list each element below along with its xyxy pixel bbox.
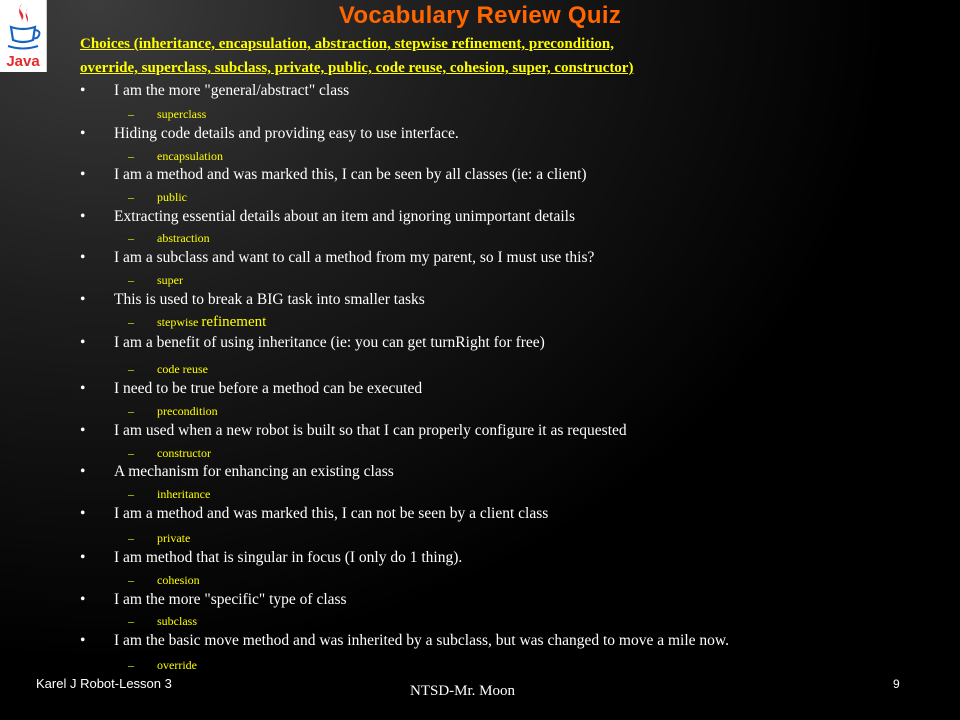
bullet-icon: • [80,463,86,480]
dash-icon: – [128,107,134,121]
answer-item [128,149,223,164]
bullet-icon: • [80,549,86,566]
dash-icon: – [128,531,134,545]
dash-icon: – [128,273,134,287]
bullet-icon: • [80,125,86,142]
answer-item [128,231,210,246]
dash-icon: – [128,362,134,376]
dash-icon: – [128,487,134,501]
bullet-icon: • [80,82,86,99]
answer-text: abstraction [157,231,210,245]
answer-item [128,487,210,502]
dash-icon: – [128,446,134,460]
answer-item [128,658,197,673]
dash-icon: – [128,404,134,418]
dash-icon: – [128,614,134,628]
question-item [80,166,587,184]
dash-icon: – [128,190,134,204]
answer-text: override [157,658,197,672]
question-text: I am used when a new robot is built so that I can properly configure it as requested [114,422,627,439]
question-item [80,422,627,440]
answer-text: private [157,531,191,545]
bullet-icon: • [80,291,86,308]
answer-item [128,446,211,461]
bullet-icon: • [80,380,86,397]
question-text: A mechanism for enhancing an existing class [114,463,394,480]
answer-item [128,531,190,546]
answer-text: code reuse [157,362,208,376]
footer-author: NTSD-Mr. Moon [410,683,516,699]
bullet-icon: • [80,505,86,522]
choices-line-1: Choices (inheritance, encapsulation, abstraction, stepwise refinement, precondition, [80,36,615,52]
answer-text: cohesion [157,573,200,587]
answer-text-tail: refinement [201,314,267,330]
answer-text: super [157,273,183,287]
answer-item [128,273,183,288]
question-text: I am a method and was marked this, I can not be seen by a client class [114,505,549,522]
bullet-icon: • [80,591,86,608]
dash-icon: – [128,149,134,163]
question-text: I am a benefit of using inheritance (ie: you can get turnRight for free) [114,334,545,351]
question-item [80,505,548,523]
answer-item [128,614,197,629]
question-item [80,632,729,650]
answer-text: superclass [157,107,207,121]
question-item [80,125,459,143]
question-item [80,334,545,352]
question-text: Extracting essential details about an item and ignoring unimportant details [114,208,576,225]
answer-text: precondition [157,404,218,418]
answer-text: inheritance [157,487,211,501]
question-item [80,208,575,226]
question-text: I need to be true before a method can be executed [114,380,423,397]
answer-text: public [157,190,187,204]
question-item [80,463,394,481]
bullet-icon: • [80,208,86,225]
question-item [80,249,594,267]
bullet-icon: • [80,632,86,649]
dash-icon: – [128,573,134,587]
dash-icon: – [128,315,134,329]
question-text: I am the more "general/abstract" class [114,82,350,99]
answer-text: constructor [157,446,211,460]
answer-text: stepwise [157,315,199,329]
answer-item [128,314,266,331]
question-item [80,82,349,100]
slide-title: Vocabulary Review Quiz [338,2,622,29]
answer-item [128,107,206,122]
dash-icon: – [128,658,134,672]
answer-text: subclass [157,614,197,628]
question-text: I am a method and was marked this, I can be seen by all classes (ie: a client) [114,166,587,183]
question-item [80,380,422,398]
dash-icon: – [128,231,134,245]
question-item [80,549,462,567]
answer-item [128,362,208,377]
answer-item [128,573,200,588]
question-item [80,591,347,609]
choices-line-2: override, superclass, subclass, private, public, code reuse, cohesion, super, constructor) [80,60,634,76]
question-text: I am the basic move method and was inherited by a subclass, but was changed to move a mile now. [114,632,729,649]
question-text: I am method that is singular in focus (I only do 1 thing). [114,549,463,566]
answer-text: encapsulation [157,149,223,163]
question-text: I am a subclass and want to call a method from my parent, so I must use this? [114,249,595,266]
page-number: 9 [893,677,900,691]
answer-item [128,190,187,205]
bullet-icon: • [80,166,86,183]
logo-text: Java [6,53,40,70]
answer-item [128,404,218,419]
question-text: I am the more "specific" type of class [114,591,347,608]
question-text: Hiding code details and providing easy to use interface. [114,125,459,142]
bullet-icon: • [80,422,86,439]
bullet-icon: • [80,334,86,351]
bullet-icon: • [80,249,86,266]
question-text: This is used to break a BIG task into smaller tasks [114,291,425,308]
question-item [80,291,425,309]
footer-lesson: Karel J Robot-Lesson 3 [36,676,172,691]
